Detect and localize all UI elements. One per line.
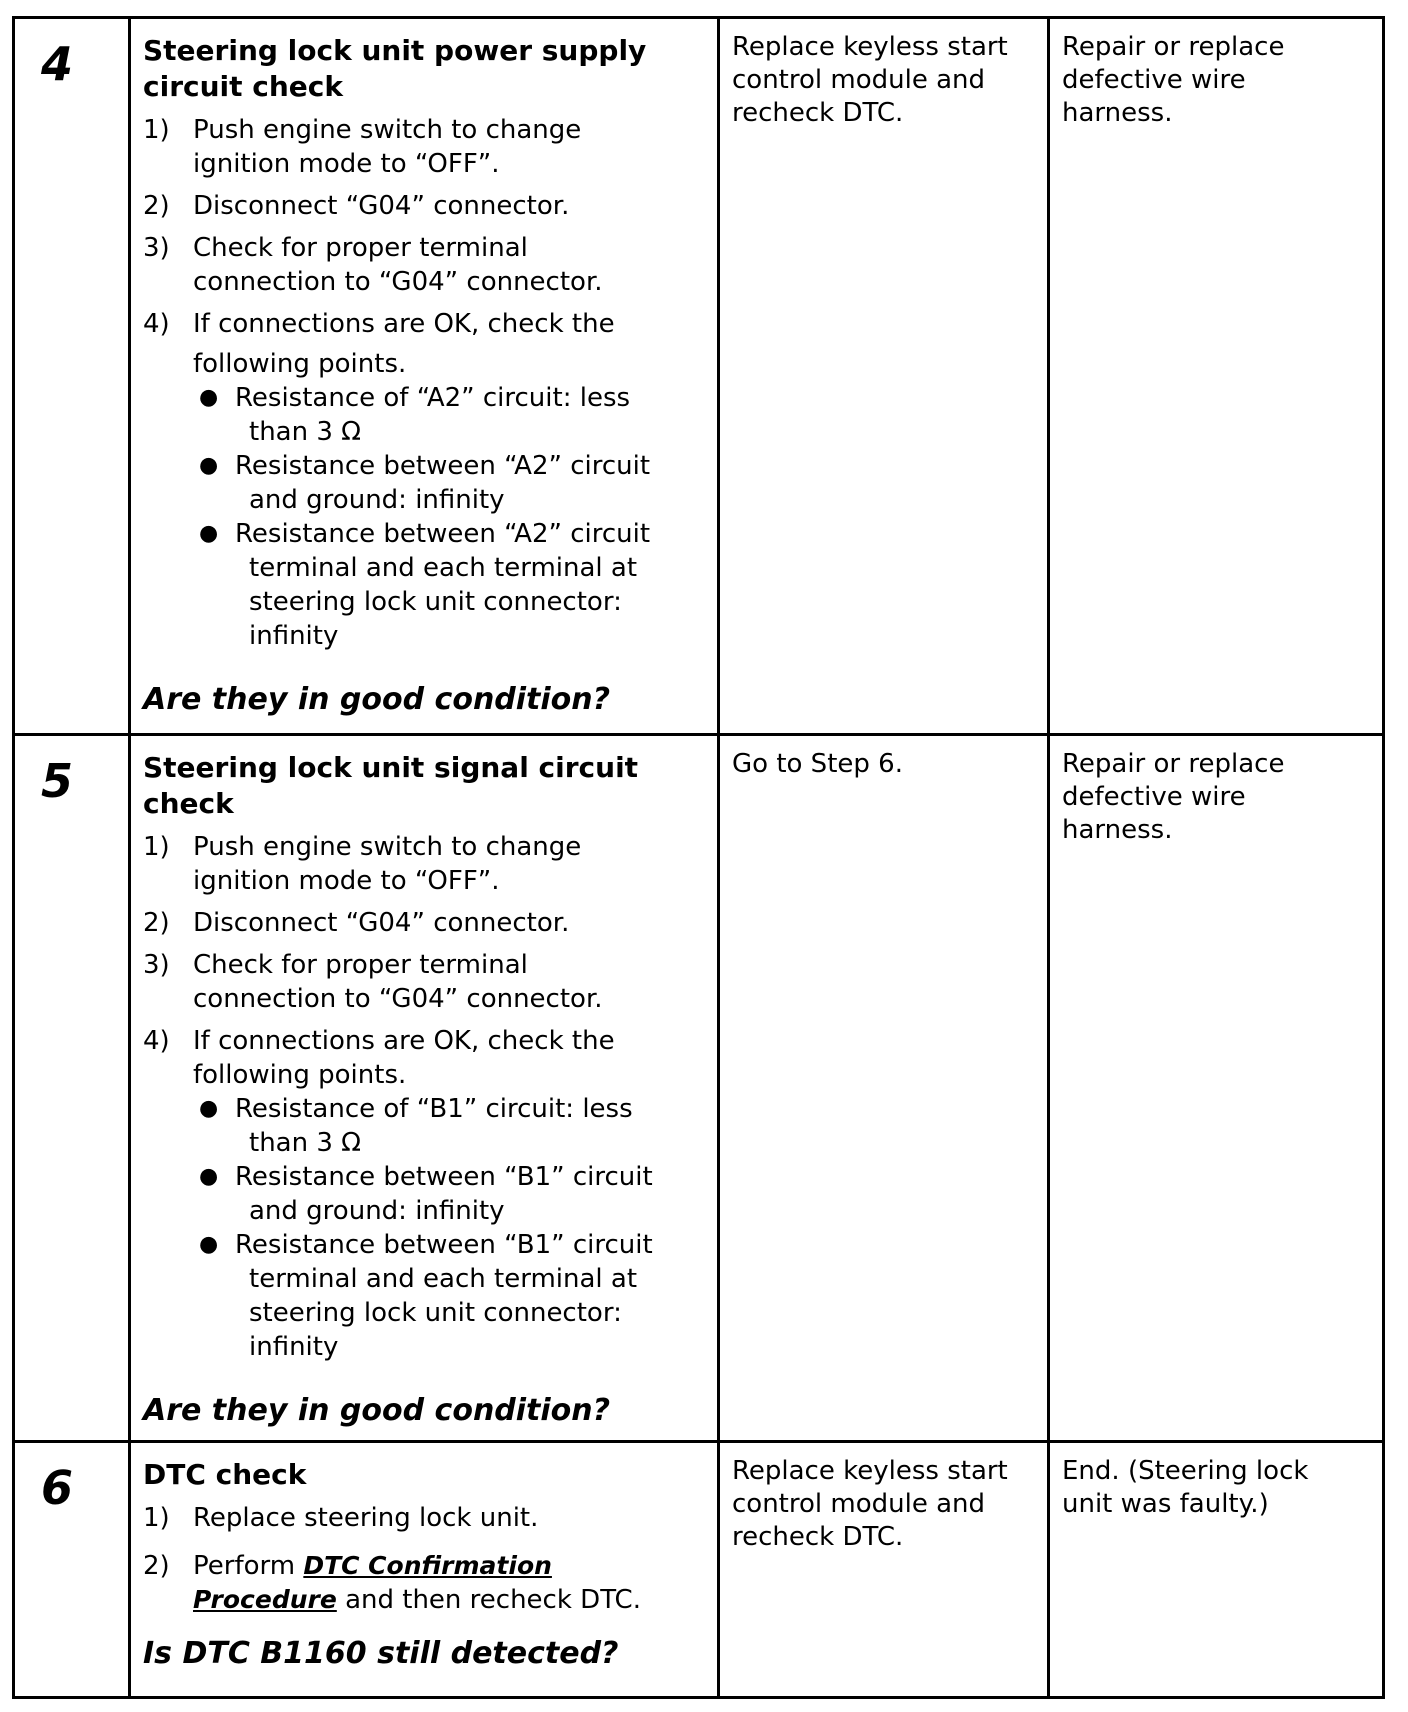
step-question: Is DTC B1160 still detected? [143, 1636, 619, 1671]
bullet-item: ● Resistance between “B1” circuit and ground: infinity [195, 1160, 709, 1228]
step-question: Are they in good condition? [143, 682, 611, 717]
step-number: 4 [41, 37, 74, 91]
procedure-item: 2) Disconnect “G04” connector. [143, 908, 570, 938]
no-cell: End. (Steering lock unit was faulty.) [1049, 1442, 1384, 1698]
step-number-cell [14, 735, 130, 1442]
yes-cell: Replace keyless start control module and recheck DTC. [719, 1442, 1049, 1698]
procedure-item: 3) Check for proper terminal connection to “G04” connector. [143, 233, 603, 297]
bullet-dot-icon: ● [199, 1096, 219, 1121]
procedure-item: 1) Replace steering lock unit. [143, 1503, 539, 1533]
yes-cell: Go to Step 6. [719, 735, 1049, 1442]
no-cell: Repair or replace defective wire harness. [1049, 735, 1384, 1442]
bullet-dot-icon: ● [199, 521, 219, 546]
procedure-item: 1) Push engine switch to change ignition mode to “OFF”. [143, 115, 582, 179]
bullet-dot-icon: ● [199, 1164, 219, 1189]
no-cell: Repair or replace defective wire harness. [1049, 18, 1384, 735]
step-title: DTC check [143, 1458, 307, 1491]
procedure-item: 2) Disconnect “G04” connector. [143, 191, 570, 221]
procedure-item: 3) Check for proper terminal connection to “G04” connector. [143, 950, 603, 1014]
step-row-5 [14, 735, 1384, 1442]
step-number-cell [14, 1442, 130, 1698]
step-title: Steering lock unit power supply circuit check [143, 34, 647, 103]
bullet-dot-icon: ● [199, 385, 219, 410]
diagnostic-steps-table [12, 16, 1385, 1699]
bullet-item: ● Resistance between “B1” circuit terminal and each terminal at steering lock unit connector: infinity [195, 1228, 709, 1364]
bullet-dot-icon: ● [199, 453, 219, 478]
step-row-6 [14, 1442, 1384, 1698]
action-cell [130, 1442, 719, 1698]
procedure-item: 2) Perform DTC Confirmation Procedure and then recheck DTC. [143, 1551, 641, 1615]
step-title: Steering lock unit signal circuit check [143, 751, 639, 820]
step-number: 6 [41, 1461, 74, 1515]
yes-cell: Replace keyless start control module and recheck DTC. [719, 18, 1049, 735]
action-cell [130, 18, 719, 735]
bullet-item: ● Resistance of “B1” circuit: less than 3 Ω [195, 1092, 709, 1160]
procedure-item: 1) Push engine switch to change ignition mode to “OFF”. [143, 832, 582, 896]
step-question: Are they in good condition? [143, 1393, 611, 1428]
step-number: 5 [41, 754, 74, 808]
step-row-4 [14, 18, 1384, 735]
bullet-item: ● Resistance between “A2” circuit and ground: infinity [195, 449, 709, 517]
procedure-item: 4) If connections are OK, check the following points. [143, 1026, 615, 1090]
step-number-cell [14, 18, 130, 735]
dtc-confirmation-procedure-link[interactable]: Procedure [193, 1585, 337, 1614]
bullet-item: ● Resistance of “A2” circuit: less than 3 Ω [195, 381, 709, 449]
bullet-dot-icon: ● [199, 1232, 219, 1257]
procedure-item: 4) If connections are OK, check the following points. [143, 309, 615, 379]
action-cell [130, 735, 719, 1442]
dtc-confirmation-procedure-link[interactable]: DTC Confirmation [303, 1551, 552, 1580]
bullet-item: ● Resistance between “A2” circuit terminal and each terminal at steering lock unit connector: infinity [195, 517, 709, 653]
